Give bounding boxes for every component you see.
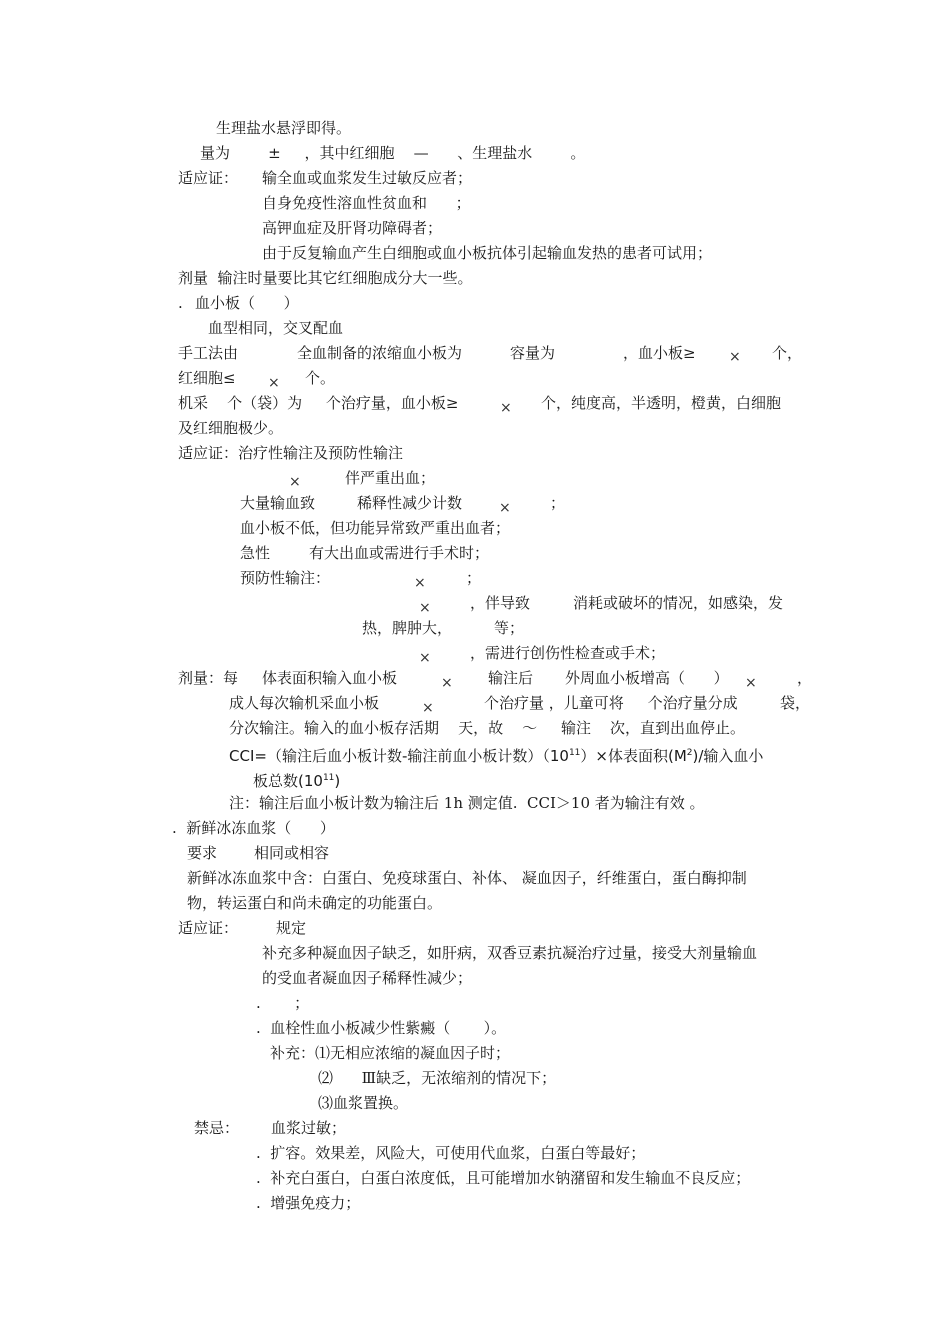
text-line: 机采 个（袋）为 个治疗量，血小板≥ <box>178 394 459 412</box>
text-line: 个， <box>772 344 803 362</box>
times-symbol: × <box>500 400 512 416</box>
text-line: 消耗或破坏的情况，如感染，发 <box>573 594 784 612</box>
text-line: . 血栓性血小板减少性紫癜（ ）。 <box>256 1019 507 1037</box>
text-line: ，伴导致 <box>470 594 531 612</box>
times-symbol: × <box>441 675 453 691</box>
text-line: . 增强免疫力； <box>256 1194 361 1212</box>
section-heading: 血小板（ ） <box>195 294 299 312</box>
text-line: 补充多种凝血因子缺乏，如肝病，双香豆素抗凝治疗过量，接受大剂量输血 <box>262 944 758 962</box>
times-symbol: × <box>499 500 511 516</box>
times-symbol: × <box>268 375 280 391</box>
text-line: 个。 <box>305 369 336 387</box>
text-line: 预防性输注： <box>240 569 331 587</box>
text-line: 容量为 <box>510 344 556 362</box>
text-line: 物，转运蛋白和尚未确定的功能蛋白。 <box>187 894 443 912</box>
cci-formula: CCI=（输注后血小板计数-输注前血小板计数）$(10^{11})\times$体表面积$(M^2)/$输入血小 <box>229 747 764 765</box>
text-line: 自身免疫性溶血性贫血和 ； <box>262 194 471 212</box>
text-line: 热，脾肿大， <box>362 619 453 637</box>
text-line: 有大出血或需进行手术时； <box>309 544 490 562</box>
text-line: ⑶血浆置换。 <box>318 1094 409 1112</box>
text-line: 剂量 输注时量要比其它红细胞成分大一些。 <box>178 269 473 287</box>
text-line: 剂量：每 <box>178 669 239 687</box>
times-symbol: × <box>729 349 741 365</box>
text-line: 禁忌： <box>194 1119 240 1137</box>
text-line: 大量输血致 <box>240 494 316 512</box>
text-line: 分次输注。输入的血小板存活期 天，故 ～ 输注 次，直到出血停止。 <box>229 719 746 737</box>
text-line: 稀释性减少计数 <box>357 494 463 512</box>
text-line: 输注后 <box>488 669 534 687</box>
text-line: ，需进行创伤性检查或手术； <box>470 644 666 662</box>
times-symbol: × <box>289 474 301 490</box>
times-symbol: × <box>414 575 426 591</box>
text-line: 适应证： <box>178 919 239 937</box>
text-line: 适应证： <box>178 169 239 187</box>
text-line: 及红细胞极少。 <box>178 419 284 437</box>
cci-formula-cont: 板总数$(10^{11})$ <box>253 772 341 790</box>
times-symbol: × <box>422 700 434 716</box>
text-line: 伴严重出血； <box>345 469 436 487</box>
text-line: 适应证：治疗性输注及预防性输注 <box>178 444 404 462</box>
note-line: 注：输注后血小板计数为输注后 1h 测定值. CCI＞10 者为输注有效 。 <box>229 794 705 812</box>
times-symbol: × <box>419 650 431 666</box>
text-line: 红细胞≤ <box>178 369 236 387</box>
text-line: 量为 ± ，其中红细胞 — 、生理盐水 。 <box>200 144 586 162</box>
text-line: . 扩容。效果差，风险大，可使用代血浆，白蛋白等最好； <box>256 1144 646 1162</box>
text-line: ，血小板≥ <box>623 344 696 362</box>
text-line: 体表面积输入血小板 <box>262 669 398 687</box>
text-line: 外周血小板增高（ ） <box>565 669 729 687</box>
text-line: 的受血者凝血因子稀释性减少； <box>262 969 473 987</box>
text-line: 新鲜冰冻血浆中含：白蛋白、免疫球蛋白、补体、 凝血因子，纤维蛋白，蛋白酶抑制 <box>187 869 747 887</box>
text-line: 血型相同，交叉配血 <box>208 319 344 337</box>
text-line: 全血制备的浓缩血小板为 <box>297 344 463 362</box>
text-line: ； <box>550 494 566 512</box>
text-line: 补充：⑴无相应浓缩的凝血因子时； <box>270 1044 511 1062</box>
text-line: 由于反复输血产生白细胞或血小板抗体引起输血发热的患者可试用； <box>262 244 713 262</box>
text-line: 生理盐水悬浮即得。 <box>216 119 352 137</box>
times-symbol: × <box>419 600 431 616</box>
text-line: . 补充白蛋白，白蛋白浓度低，且可能增加水钠潴留和发生输血不良反应； <box>256 1169 751 1187</box>
text-line: 血浆过敏； <box>271 1119 347 1137</box>
text-line: 血小板不低，但功能异常致严重出血者； <box>240 519 511 537</box>
text-line: ； <box>466 569 482 587</box>
text-line: 成人每次输机采血小板 <box>229 694 380 712</box>
text-line: 手工法由 <box>178 344 239 362</box>
text-line: . <box>178 294 183 312</box>
text-line: ， <box>797 669 813 687</box>
text-line: 规定 <box>276 919 307 937</box>
text-line: 要求 <box>187 844 218 862</box>
text-line: 等； <box>494 619 525 637</box>
text-line: 相同或相容 <box>254 844 330 862</box>
section-heading: . 新鲜冰冻血浆（ ） <box>172 819 335 837</box>
text-line: 高钾血症及肝肾功障碍者； <box>262 219 443 237</box>
text-line: 个治疗量 ，儿童可将 个治疗量分成 <box>484 694 738 712</box>
text-line: 袋， <box>780 694 811 712</box>
text-line: 个，纯度高，半透明，橙黄，白细胞 <box>541 394 782 412</box>
times-symbol: × <box>745 675 757 691</box>
text-line: . ； <box>256 994 310 1012</box>
text-line: 急性 <box>240 544 271 562</box>
text-line: 输全血或血浆发生过敏反应者； <box>262 169 473 187</box>
text-line: ⑵ Ⅲ缺乏，无浓缩剂的情况下； <box>318 1069 557 1087</box>
